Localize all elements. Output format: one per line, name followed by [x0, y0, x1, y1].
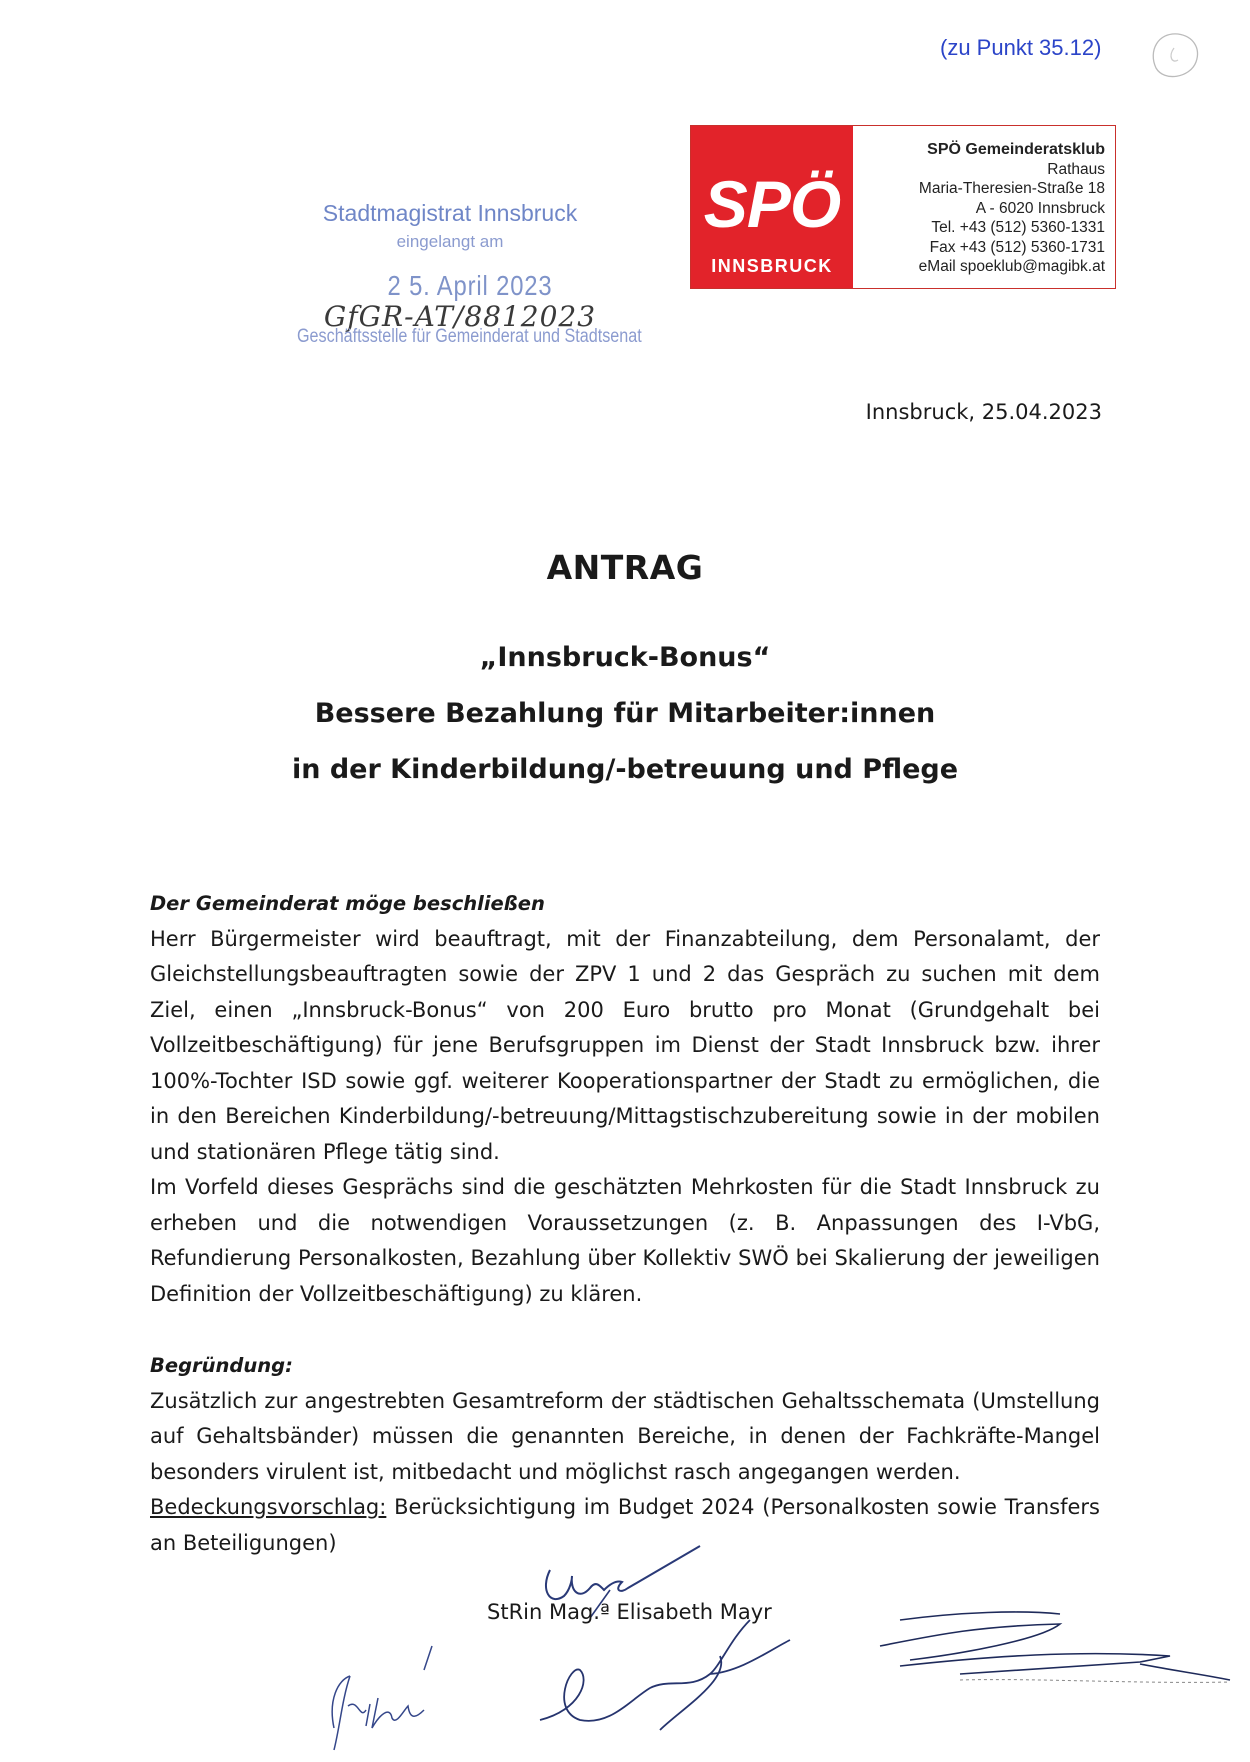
- stamp-received-label: eingelangt am: [396, 232, 504, 251]
- logo-city: INNSBRUCK: [711, 256, 833, 276]
- receipt-stamp: [297, 200, 642, 350]
- place-date: Innsbruck, 25.04.2023: [865, 400, 1102, 424]
- subtitle-line: „Innsbruck-Bonus“: [479, 642, 771, 673]
- resolution-heading: Der Gemeinderat möge beschließen: [150, 892, 545, 915]
- letterhead: [690, 125, 1116, 289]
- signature-right-icon: [840, 1590, 1240, 1740]
- page-number-mark-icon: [1138, 26, 1208, 86]
- signature-left-icon: [320, 1610, 500, 1760]
- club-name: SPÖ Gemeinderatsklub: [927, 141, 1105, 158]
- coverage-label: Bedeckungsvorschlag:: [150, 1495, 387, 1519]
- logo-brand: SPÖ: [703, 167, 841, 241]
- reasoning-heading: Begründung:: [150, 1354, 293, 1377]
- address-line: Rathaus: [1047, 160, 1105, 178]
- document-title: ANTRAG: [546, 548, 704, 587]
- stamp-reference-handwritten: GfGR-AT/8812023: [323, 300, 597, 333]
- address-line: Fax +43 (512) 5360-1731: [929, 238, 1105, 256]
- address-line: eMail spoeklub@magibk.at: [918, 258, 1105, 275]
- reasoning-section: [150, 1348, 1100, 1561]
- resolution-paragraph: Im Vorfeld dieses Gesprächs sind die geschätzten Mehrkosten für die Stadt Innsbruck zu erheben und die notwendigen Voraussetzungen (z. B. Anpassungen des I-VbG, Refundierung Personalkosten, Bezahlung über Kollektiv SWÖ bei Skalierung der jeweiligen Definition der Vollzeitbeschäftigung) zu klären.: [150, 1175, 1100, 1306]
- address-line: A - 6020 Innsbruck: [975, 199, 1105, 217]
- reasoning-paragraph: Zusätzlich zur angestrebten Gesamtreform der städtischen Gehaltsschemata (Umstellung auf Gehaltsbänder) müssen die genannten Bereiche, in denen der Fachkräfte-Mangel besonders virulent ist, mitbedacht und möglichst rasch angegangen werden.: [150, 1388, 1100, 1484]
- resolution-paragraph: Herr Bürgermeister wird beauftragt, mit der Finanzabteilung, dem Personalamt, der Gleichstellungsbeauftragten sowie der ZPV 1 und 2 das Gespräch zu suchen mit dem Ziel, einen „Innsbruck-Bonus“ von 200 Euro brutto pro Monat (Grundgehalt bei Vollzeitbeschäftigung) für jene Berufsgruppen im Dienst der Stadt Innsbruck bzw. ihrer 100%-Tochter ISD sowie ggf. weiterer Kooperationspartner der Stadt zu ermöglichen, die in den Bereichen Kinderbildung/-betreuung/Mittagstischzubereitung sowie in der mobilen und stationären Pflege tätig sind.: [150, 926, 1100, 1164]
- subtitle-line: in der Kinderbildung/-betreuung und Pflege: [291, 754, 959, 785]
- club-address: [853, 126, 1115, 288]
- stamp-department: Geschäftsstelle für Gemeinderat und Stadtsenat: [297, 326, 642, 347]
- signature-middle-icon: [520, 1600, 820, 1750]
- subtitle-line: Bessere Bezahlung für Mitarbeiter:innen: [314, 698, 936, 729]
- address-line: Tel. +43 (512) 5360-1331: [931, 219, 1105, 236]
- address-line: Maria-Theresien-Straße 18: [918, 180, 1105, 197]
- coverage-text: Berücksichtigung im Budget 2024 (Personalkosten sowie Transfers an Beteiligungen): [150, 1495, 1100, 1555]
- spo-logo: [691, 126, 853, 288]
- resolution-section: [150, 886, 1100, 1312]
- signer-name: StRin Mag.ª Elisabeth Mayr: [487, 1600, 772, 1624]
- stamp-office: Stadtmagistrat Innsbruck: [322, 200, 578, 226]
- agenda-reference-note: (zu Punkt 35.12): [940, 35, 1102, 60]
- stamp-date: 2 5. April 2023: [387, 270, 553, 301]
